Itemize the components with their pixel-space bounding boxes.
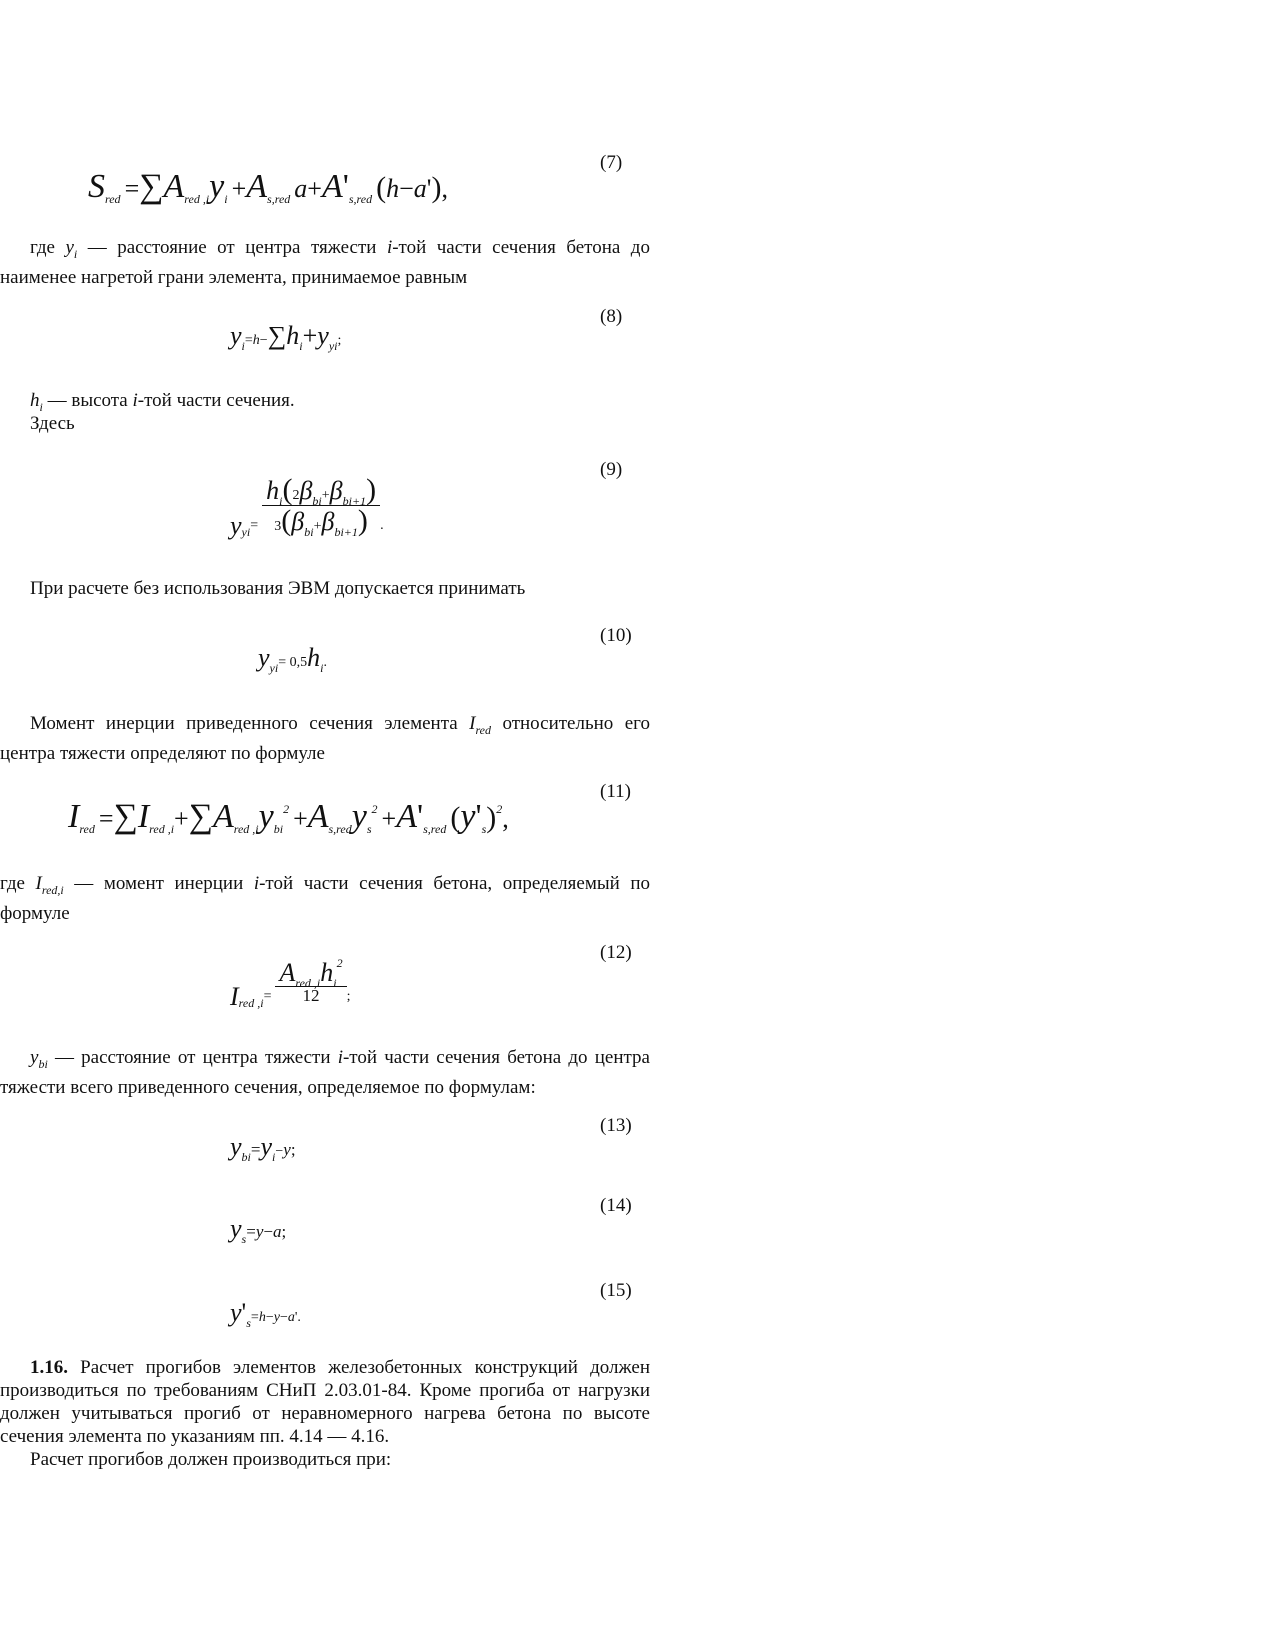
equation-14-ys: ys=y−a; <box>230 1214 287 1246</box>
paragraph-yi-definition: где $y_i$ — расстояние от центра тяжести i-той части сечения бетона до наименее нагретой грани элемента, принимаемое равным <box>0 237 650 288</box>
paragraph-deflection-calculation: Расчет прогибов должен производиться при: <box>30 1449 392 1470</box>
equation-number-14: (14) <box>600 1195 632 1216</box>
paragraph-ybi-definition: $y_{bi}$ — расстояние от центра тяжести i-той части сечения бетона до центра тяжести всего приведенного сечения, определяемое по формулам: <box>0 1047 650 1098</box>
paragraph-hi-definition: $h_i$ — высота i-той части сечения. <box>30 390 295 414</box>
equation-7-s-red: Sred =∑Ared ,iyi +As,red a+A's,red (h−a'), <box>88 168 448 206</box>
equation-number-13: (13) <box>600 1115 632 1136</box>
equation-10-yyi: yyi= 0,5hi. <box>258 643 327 675</box>
equation-8-yi: yi=h−∑hi+yyi; <box>230 321 342 353</box>
equation-number-11: (11) <box>600 781 631 802</box>
paragraph-without-computer: При расчете без использования ЭВМ допускается принимать <box>30 578 526 599</box>
equation-number-9: (9) <box>600 459 623 480</box>
paragraph-moment-of-inertia: Момент инерции приведенного сечения элемента $I_{red}$ относительно его центра тяжести определяют по формуле <box>0 713 650 764</box>
equation-number-15: (15) <box>600 1280 632 1301</box>
equation-number-7: (7) <box>600 152 623 173</box>
equation-11-i-red: Ired =∑Ired ,i+∑Ared ,iybi2 +As,redys2 +A's,red (y's)2, <box>68 798 509 836</box>
paragraph-section-1-16: 1.16. Расчет прогибов элементов железобетонных конструкций должен производиться по требованиям СНиП 2.03.01-84. Кроме прогиба от нагрузки должен учитываться прогиб от неравномерного нагрева бетона по высоте сечения элемента по указаниям пп. 4.14 — 4.16. <box>0 1357 650 1447</box>
equation-9-yyi: yyi= $\frac{\text{hi(2βbi+βbi+1)}}{\text{3(βbi+βbi+1)}}$ . <box>230 473 384 541</box>
equation-12-i-red-i: Ired ,i= $\frac{\text{Ared ,ihi2}}{12}$ ; <box>230 956 351 1012</box>
paragraph-ired-i-definition: где $I_{red,i}$ — момент инерции i-той части сечения бетона, определяемый по формуле <box>0 873 650 924</box>
equation-13-ybi: ybi=yi−y; <box>230 1132 296 1164</box>
equation-15-ys-prime: y's=h−y−a'. <box>230 1298 301 1330</box>
paragraph-zdes: Здесь <box>30 413 75 434</box>
equation-number-8: (8) <box>600 306 623 327</box>
equation-number-12: (12) <box>600 942 632 963</box>
equation-number-10: (10) <box>600 625 632 646</box>
